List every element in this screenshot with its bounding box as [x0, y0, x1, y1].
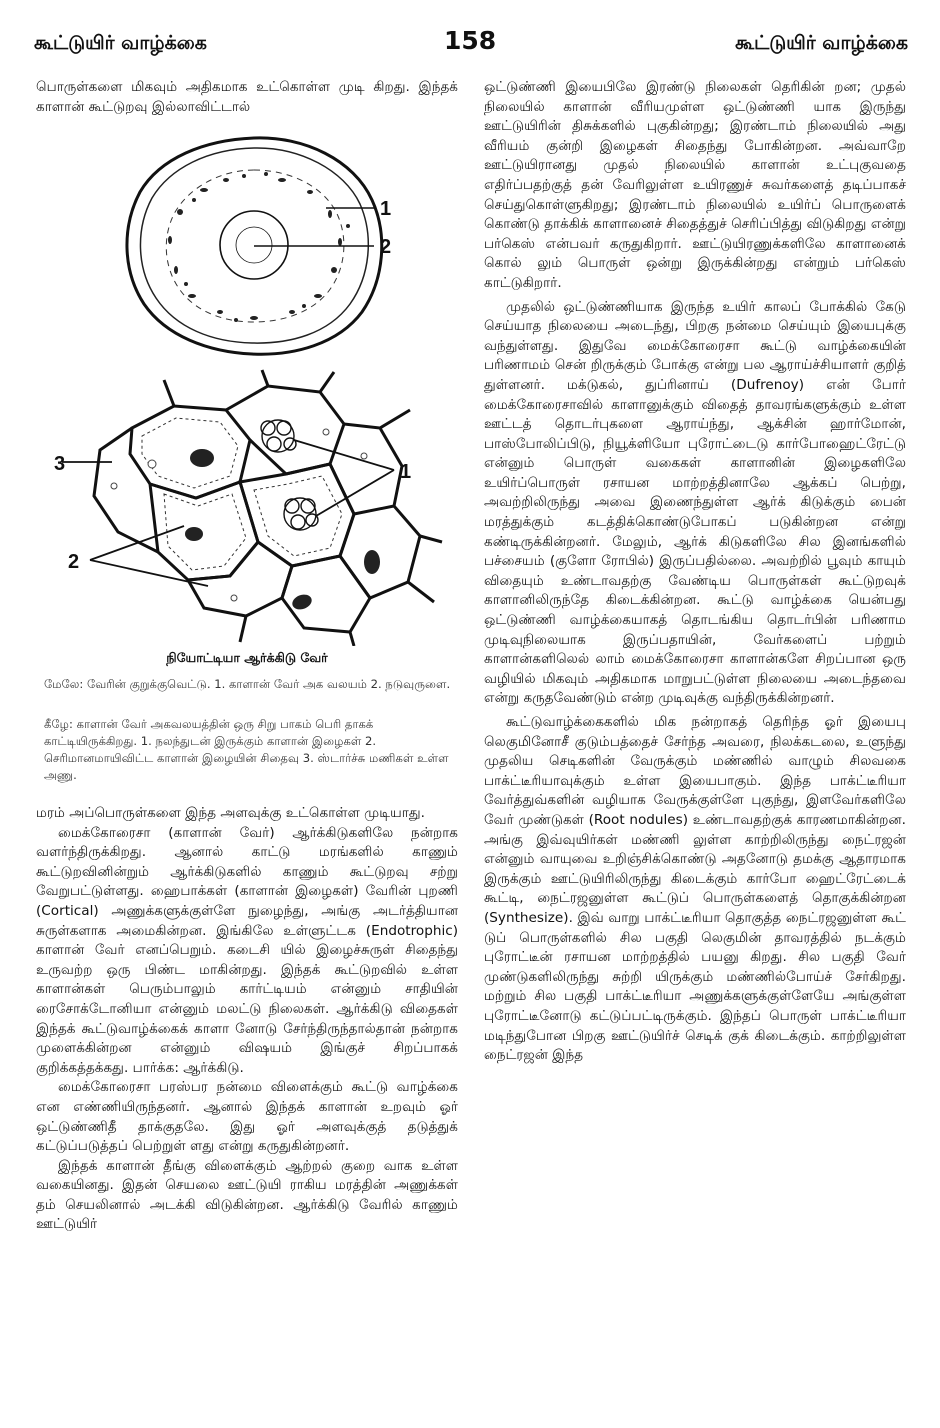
left-column-top [36, 78, 458, 117]
figure2-label-1: 1 [400, 461, 412, 483]
paragraph: கூட்டுவாழ்க்கைகளில் மிக நன்றாகத் தெரிந்த ஓர் இயைபு லெகுமினோசீ குடும்பத்தைச் சேர்ந்த அவரை, நிலக்கடலை, உளுந்து முதலிய செடிகளின் வேருக்கும் மண்ணில் வாழும் சிலவகை பாக்ட்டீரியாவுக்கும் உள்ள இயைபாகும். இந்த பாக்ட்டீரியா வேர்த்துவ்களின் வழியாக வேருக்குள்ளே புகுந்து, இளவேர்களிலே வேர் முண்டுகள் (Root nodules) உண்டாவதற்குக் காரணமாகின்றன. அங்கு இவ்வுயிர்கள் மண்ணி லுள்ள காற்றிலிருந்து நைட்ரஜன் என்னும் வாயுவை உறிஞ்சிக்கொண்டு அதனோடு தமக்கு ஆதாரமாக இருக்கும் ஊட்டுயிரிலிருந்து கிடைக்கும் கார்போ ஹைட்ரேட்டைக் கூட்டி, நைட்ரஜனுள்ள கூட்டுப் பொருள்களைத் தொகுக்கின்றன (Synthesize). இவ் வாறு பாக்ட்டீரியா தொகுத்த நைட்ரஜனுள்ள கூட் டுப் பொருள்களில் சில பகுதி லெகுமின் தாவரத்தில் நடக்கும் புரோட்டீன் ரசாயன மாற்றத்தில் பயனு கிறது. சில பகுதி வேர் முண்டுகளிலிருந்து சுற்றி யிருக்கும் மண்ணில்போய்ச் சேர்கிறது. மற்றும் சில பகுதி பாக்ட்டீரியா அணுக்களுக்குள்ளேயே அங்குள்ள புரோட்டீனோடு கட்டுப்பட்டிருக்கும். இந்தப் பொருள் பாக்ட்டீரியா மடிந்துபோன பிறகு ஊட்டுயிர்ச் செடிக் குக் கிடைக்கும். காற்றிலுள்ள நைட்ரஜன் இந்த [484, 714, 906, 1064]
figure2-label-3: 3 [54, 453, 66, 475]
paragraph: மரம் அப்பொருள்களை இந்த அளவுக்கு உட்கொள்ள முடியாது. [36, 805, 425, 821]
running-title-right: கூட்டுயிர் வாழ்க்கை [735, 32, 908, 54]
page-header [34, 26, 908, 62]
paragraph: மைக்கோரைசா (காளான் வேர்) ஆர்க்கிடுகளிலே நன்றாக வளர்ந்திருக்கிறது. ஆனால் காட்டு மரங்களில் காணும் கூட்டுறவினின்றும் ஆர்க்கிடுகளில் காணும் கூட்டுறவு சற்று வேறுபட்டுள்ளது. ஹைபாக்கள் (காளான் இழைகள்) வேரின் புறணி (Cortical) அணுக்களுக்குள்ளே நுழைந்து, அங்கு அடர்த்தியான சுருள்களாக அமைகின்றன. இங்கிலே உள்ளுட்டக (Endotrophic) காளான் வேர் எனப்பெறும். கடைசி யில் இழைச்சுருள் சிதைந்து உருவற்ற ஒரு பிண்ட மாகின்றது. இந்தக் கூட்டுறவில் உள்ள காளான்கள் பெரும்பாலும் கார்ட்டியம் என்னும் சாதியின் ரைசோக்டோனியா என்னும் மலட்டு நிலைகள். ஆர்க்கிடு விதைகள் இந்தக் கூட்டுவாழ்க்கைக் காளா னோடு சேர்ந்திருந்தால்தான் நன்றாக முளைக்கின்றன என்னும் விஷயம் இங்குச் சிறப்பாகக் குறிக்கத்தக்கது. பார்க்க: ஆர்க்கிடு. [36, 824, 458, 1076]
figure2-label-2: 2 [68, 551, 80, 573]
paragraph: முதலில் ஒட்டுண்ணியாக இருந்த உயிர் காலப் போக்கில் கேடு செய்யாத நிலையை அடைந்து, பிறகு நன்மை செய்யும் இயைபுக்கு வந்துள்ளது. இதுவே மைக்கோரைசா கூட்டு வாழ்க்கையின் பரிணாமம் சென் றிருக்கும் போக்கு என்று பல ஆராய்ச்சியாளர் குறித் துள்ளனர். மக்டுகல், துப்ரினாய் (Dufrenoy) என் போர் மைக்கோரைசாவில் காளானுக்கும் விதைத் தாவரங்களுக்கும் உள்ள ஊட்டத் தொடர்புகளை ஆராய்ந்து, ஆக்சின் ஹார்மோன், பாஸ்போலிப்பிடு, நியூக்ளியோ புரோட்டைடு கார்போஹைட்ரேட்டு என்னும் பொருள் வகைகள் காளானின் இழைகளிலே உயிர்ப்பொருள் ரசாயன மாற்றத்தினாலே ஆக்கப் பெற்று, அவற்றிலிருந்து அவை இணைந்துள்ள ஆர்க் கிடுக்கும் பைன் மரத்துக்கும் கடத்திக்கொண்டுபோகப் படுகின்றன என்று கண்டிருக்கின்றனர். மேலும், ஆர்க் கிடுகளிலே சில இனங்களில் பச்சையம் (குளோ ரோபில்) இருப்பதில்லை. அவற்றில் பூவும் காயும் விதையும் உண்டாவதற்கு வேண்டிய பொருள்கள் கூட்டுறவுக் காளானிலிருந்தே கிடைக்கின்றன. கூட்டு வாழ்க்கை யென்பது ஒட்டுண்ணி வாழ்க்கையாகத் தொடங்கிய தொடர்பின் பரிணாம முடிவுநிலையாக இருப்பதாயின், வேர்களைப் பற்றும் காளான்களிலெல் லாம் மைக்கோரைசா காளான்களே சிறப்பான ஒரு வழியில் மிகவும் அதிகமாக மாறுபட்டுள்ள நிலையை அடைந்தவை என்று கருதவேண்டும் என்ற முடிவுக்கு வந்திருக்கின்றனர். [484, 298, 906, 707]
paragraph: பொருள்களை மிகவும் அதிகமாக உட்கொள்ள முடி கிறது. இந்தக் காளான் கூட்டுறவு இல்லாவிட்டால் [36, 79, 458, 115]
cortex-cells-figure [54, 366, 448, 646]
paragraph: இந்தக் காளான் தீங்கு விளைக்கும் ஆற்றல் குறை வாக உள்ள வகையினது. இதன் செயலை ஊட்டுயி ராகிய மரத்தின் அணுக்கள் தம் செயலினால் அடக்கி விடுகின்றன. ஆர்க்கிடு வேரில் காணும் ஊட்டுயிர் [36, 1157, 458, 1233]
right-column [484, 78, 906, 1066]
figure1-label-1: 1 [380, 198, 392, 220]
left-column-bottom [36, 804, 458, 1235]
root-cross-section-figure [104, 130, 404, 360]
running-title-left: கூட்டுயிர் வாழ்க்கை [34, 32, 207, 54]
figure-caption-bottom: கீழே: காளான் வேர் அகவலயத்தின் ஒரு சிறு பாகம் பெரி தாகக் காட்டியிருக்கிறது. 1. நலந்துடன் இருக்கும் காளான் இழைகள் 2. செரிமானமாயிவிட்ட காளான் இழையின் சிதைவு 3. ஸ்டார்ச்சு மணிகள் உள்ள அணு. [44, 717, 449, 782]
paragraph: மைக்கோரைசா பரஸ்பர நன்மை விளைக்கும் கூட்டு வாழ்க்கை என எண்ணியிருந்தனர். ஆனால் இந்தக் காளான் உறவும் ஓர் ஒட்டுண்ணிதீ தாக்குதலே. இது ஓர் அளவுக்குத் தடுத்துக் கட்டுப்படுத்தப் பெற்றுள் ளது என்று கருதுகின்றனர். [36, 1079, 458, 1155]
figure-title: நியோட்டியா ஆர்க்கிடு வேர் [166, 650, 328, 665]
figure1-label-2: 2 [380, 236, 392, 258]
page-number: 158 [444, 26, 497, 55]
paragraph: ஒட்டுண்ணி இயைபிலே இரண்டு நிலைகள் தெரிகின் றன; முதல் நிலையில் காளான் வீரியமுள்ள ஒட்டுண்ணி யாக இருந்து ஊட்டுயிரின் திசுக்களில் புகுகின்றது; இரண்டாம் நிலையில் அது வீரியம் குன்றி இழைகள் சிதைந்து போகின்றன. அவ்வாறே ஊட்டுயிரானது முதல் நிலையில் காளான் உட்புகுவதை எதிர்ப்பதற்குத் தன் வேரிலுள்ள உயிரணுச் சுவர்களைத் தடிப்பாகச் செய்துகொள்ளுகிறது; இரண்டாம் நிலையில் உயிர்ப் பொருளைக் கொண்டு தாக்கிக் காளானைச் சிதைத்துச் செரிப்பித்து விடுகிறது என்று பர்கெஸ் என்பவர் கருதுகிறார். ஊட்டுயிரணுக்களிலே காளானைக் கொல் லும் பொருள் ஒன்று இருக்கின்றது என்றும் பர்கெஸ் காட்டுகிறார். [484, 79, 906, 291]
figure-caption-top: மேலே: வேரின் குறுக்குவெட்டு. 1. காளான் வேர் அக வலயம் 2. நடுவுருளை. [44, 677, 451, 691]
